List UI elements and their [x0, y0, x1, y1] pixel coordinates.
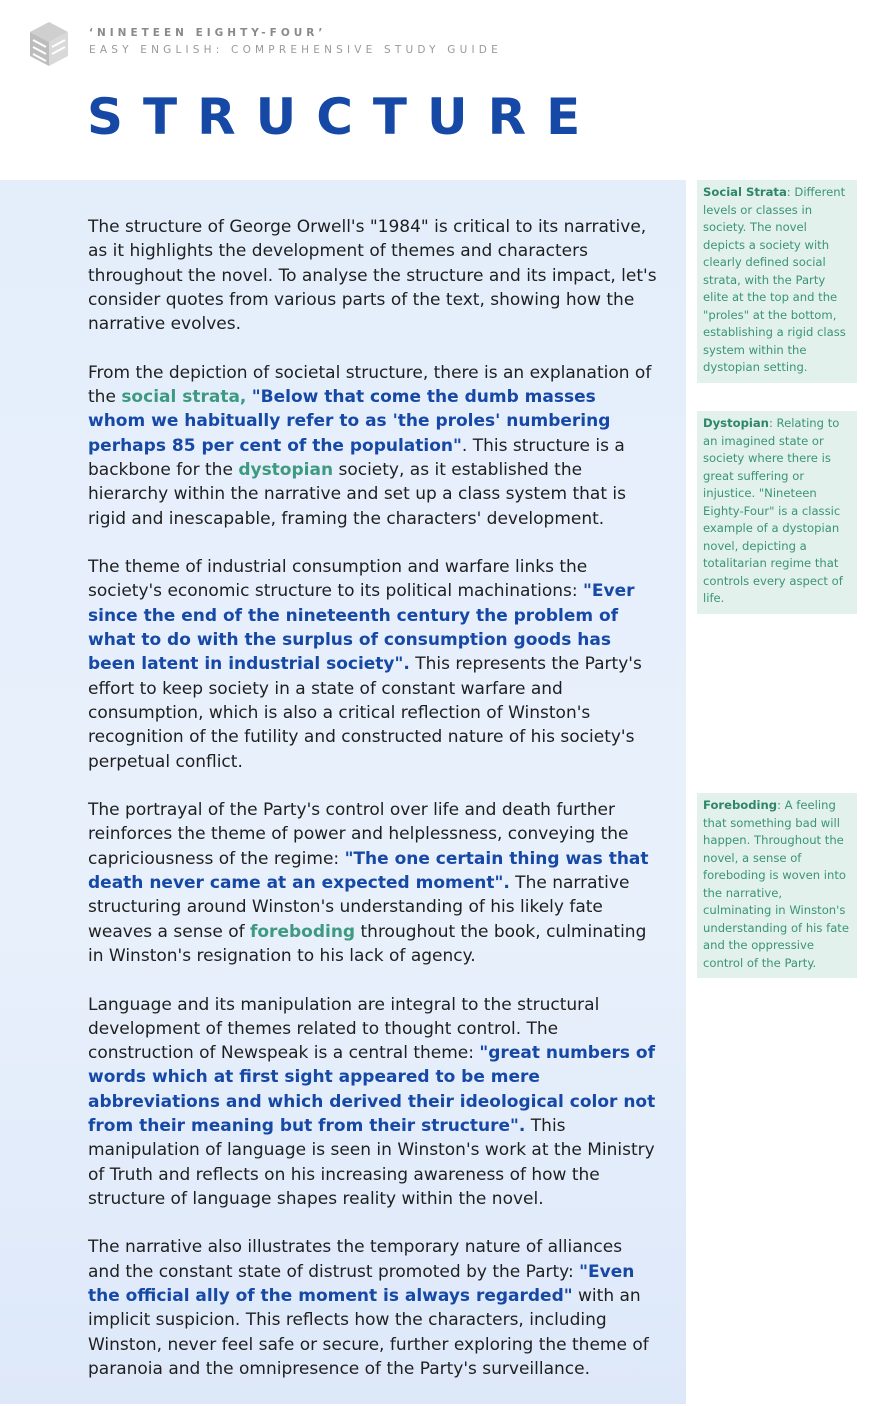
- text-segment: with an implicit suspicion. This reflects how the characters, including Winston, never feel safe or secure, further exploring the theme of paranoia and the omnipresence of the Party's surveillance.: [88, 1286, 649, 1379]
- text-segment: The narrative also illustrates the temporary nature of alliances and the constant state of distrust promoted by the Party:: [88, 1237, 623, 1282]
- text-segment: From the depiction of societal structure, there is an explanation of the: [88, 362, 652, 408]
- text-segment: This represents the Party's effort to keep society in a state of constant warfare and consumption, which is also a critical reflection of Winston's recognition of the futility and constructed nature of his society's perpetual conflict.: [88, 654, 642, 772]
- text-segment: The theme of industrial consumption and warfare links the society's economic structure to its political machinations:: [88, 557, 588, 602]
- glossary-term-social-strata: social strata,: [121, 387, 247, 408]
- series-subtitle: EASY ENGLISH: COMPREHENSIVE STUDY GUIDE: [89, 44, 502, 56]
- glossary-note-definition: : Relating to an imagined state or society where there is great suffering or injustice. "Nineteen Eighty-Four" is a classic example of a dystopian novel, depicting a totalitarian regime that controls every aspect of life.: [703, 416, 843, 605]
- quote-death: "The one certain thing was that death never came at an expected moment".: [88, 848, 649, 894]
- book-stack-icon: [28, 18, 70, 70]
- paragraph-consumption: [88, 555, 658, 774]
- quote-consumption: "Ever since the end of the nineteenth century the problem of what to do with the surplus of consumption goods has been latent in industrial society".: [88, 581, 635, 675]
- glossary-note-term: Social Strata: [703, 185, 787, 199]
- text-segment: This manipulation of language is seen in Winston's work at the Ministry of Truth and reflects on his increasing awareness of how the structure of language shapes reality within the novel.: [88, 1115, 655, 1209]
- text-segment: Language and its manipulation are integral to the structural development of themes related to thought control. The construction of Newspeak is a central theme:: [88, 994, 600, 1064]
- series-title: ‘NINETEEN EIGHTY-FOUR’: [89, 27, 327, 39]
- text-segment: The portrayal of the Party's control over life and death further reinforces the theme of power and helplessness, conveying the capriciousness of the regime:: [88, 800, 629, 869]
- glossary-note-term: Foreboding: [703, 798, 778, 812]
- text-segment: society, as it established the hierarchy within the narrative and set up a class system that is rigid and inescapable, framing the characters' development.: [88, 459, 626, 529]
- quote-newspeak: "great numbers of words which at first sight appeared to be mere abbreviations and which derived their ideological color not from their meaning but from their structure".: [88, 1043, 656, 1136]
- glossary-note-foreboding: [697, 793, 857, 978]
- quote-ally: "Even the official ally of the moment is always regarded": [88, 1261, 635, 1307]
- glossary-term-foreboding: foreboding: [249, 921, 356, 942]
- paragraph-intro: The structure of George Orwell's "1984" is critical to its narrative, as it highlights the development of themes and characters throughout the novel. To analyse the structure and its impact, let's consider quotes from various parts of the text, showing how the narrative evolves.: [88, 217, 657, 335]
- page-header: [0, 0, 880, 180]
- paragraph-newspeak: [88, 993, 658, 1212]
- glossary-note-social-strata: [697, 180, 857, 383]
- quote-proles: "Below that come the dumb masses whom we habitually refer to as 'the proles' numbering perhaps 85 per cent of the population": [88, 387, 611, 456]
- glossary-note-dystopian: [697, 411, 857, 614]
- body-text: [88, 215, 658, 1406]
- paragraph-death: [88, 798, 658, 968]
- glossary-note-definition: : Different levels or classes in society. The novel depicts a society with clearly defined social strata, with the Party elite at the top and the "proles" at the bottom, establishing a rigid class system within the dystopian setting.: [703, 185, 846, 374]
- glossary-term-dystopian: dystopian: [238, 459, 334, 480]
- glossary-note-term: Dystopian: [703, 416, 769, 430]
- glossary-note-definition: : A feeling that something bad will happen. Throughout the novel, a sense of foreboding is woven into the narrative, culminating in Winston's understanding of his fate and the oppressive control of the Party.: [703, 798, 849, 970]
- text-segment: The narrative structuring around Winston's understanding of his likely fate weaves a sense of: [88, 873, 630, 942]
- page-title: STRUCTURE: [87, 88, 601, 146]
- paragraph-alliances: [88, 1235, 658, 1381]
- paragraph-social-strata: [88, 361, 658, 531]
- text-segment: . This structure is a backbone for the: [88, 435, 625, 480]
- text-segment: throughout the book, culminating in Winston's resignation to his lack of agency.: [88, 921, 647, 966]
